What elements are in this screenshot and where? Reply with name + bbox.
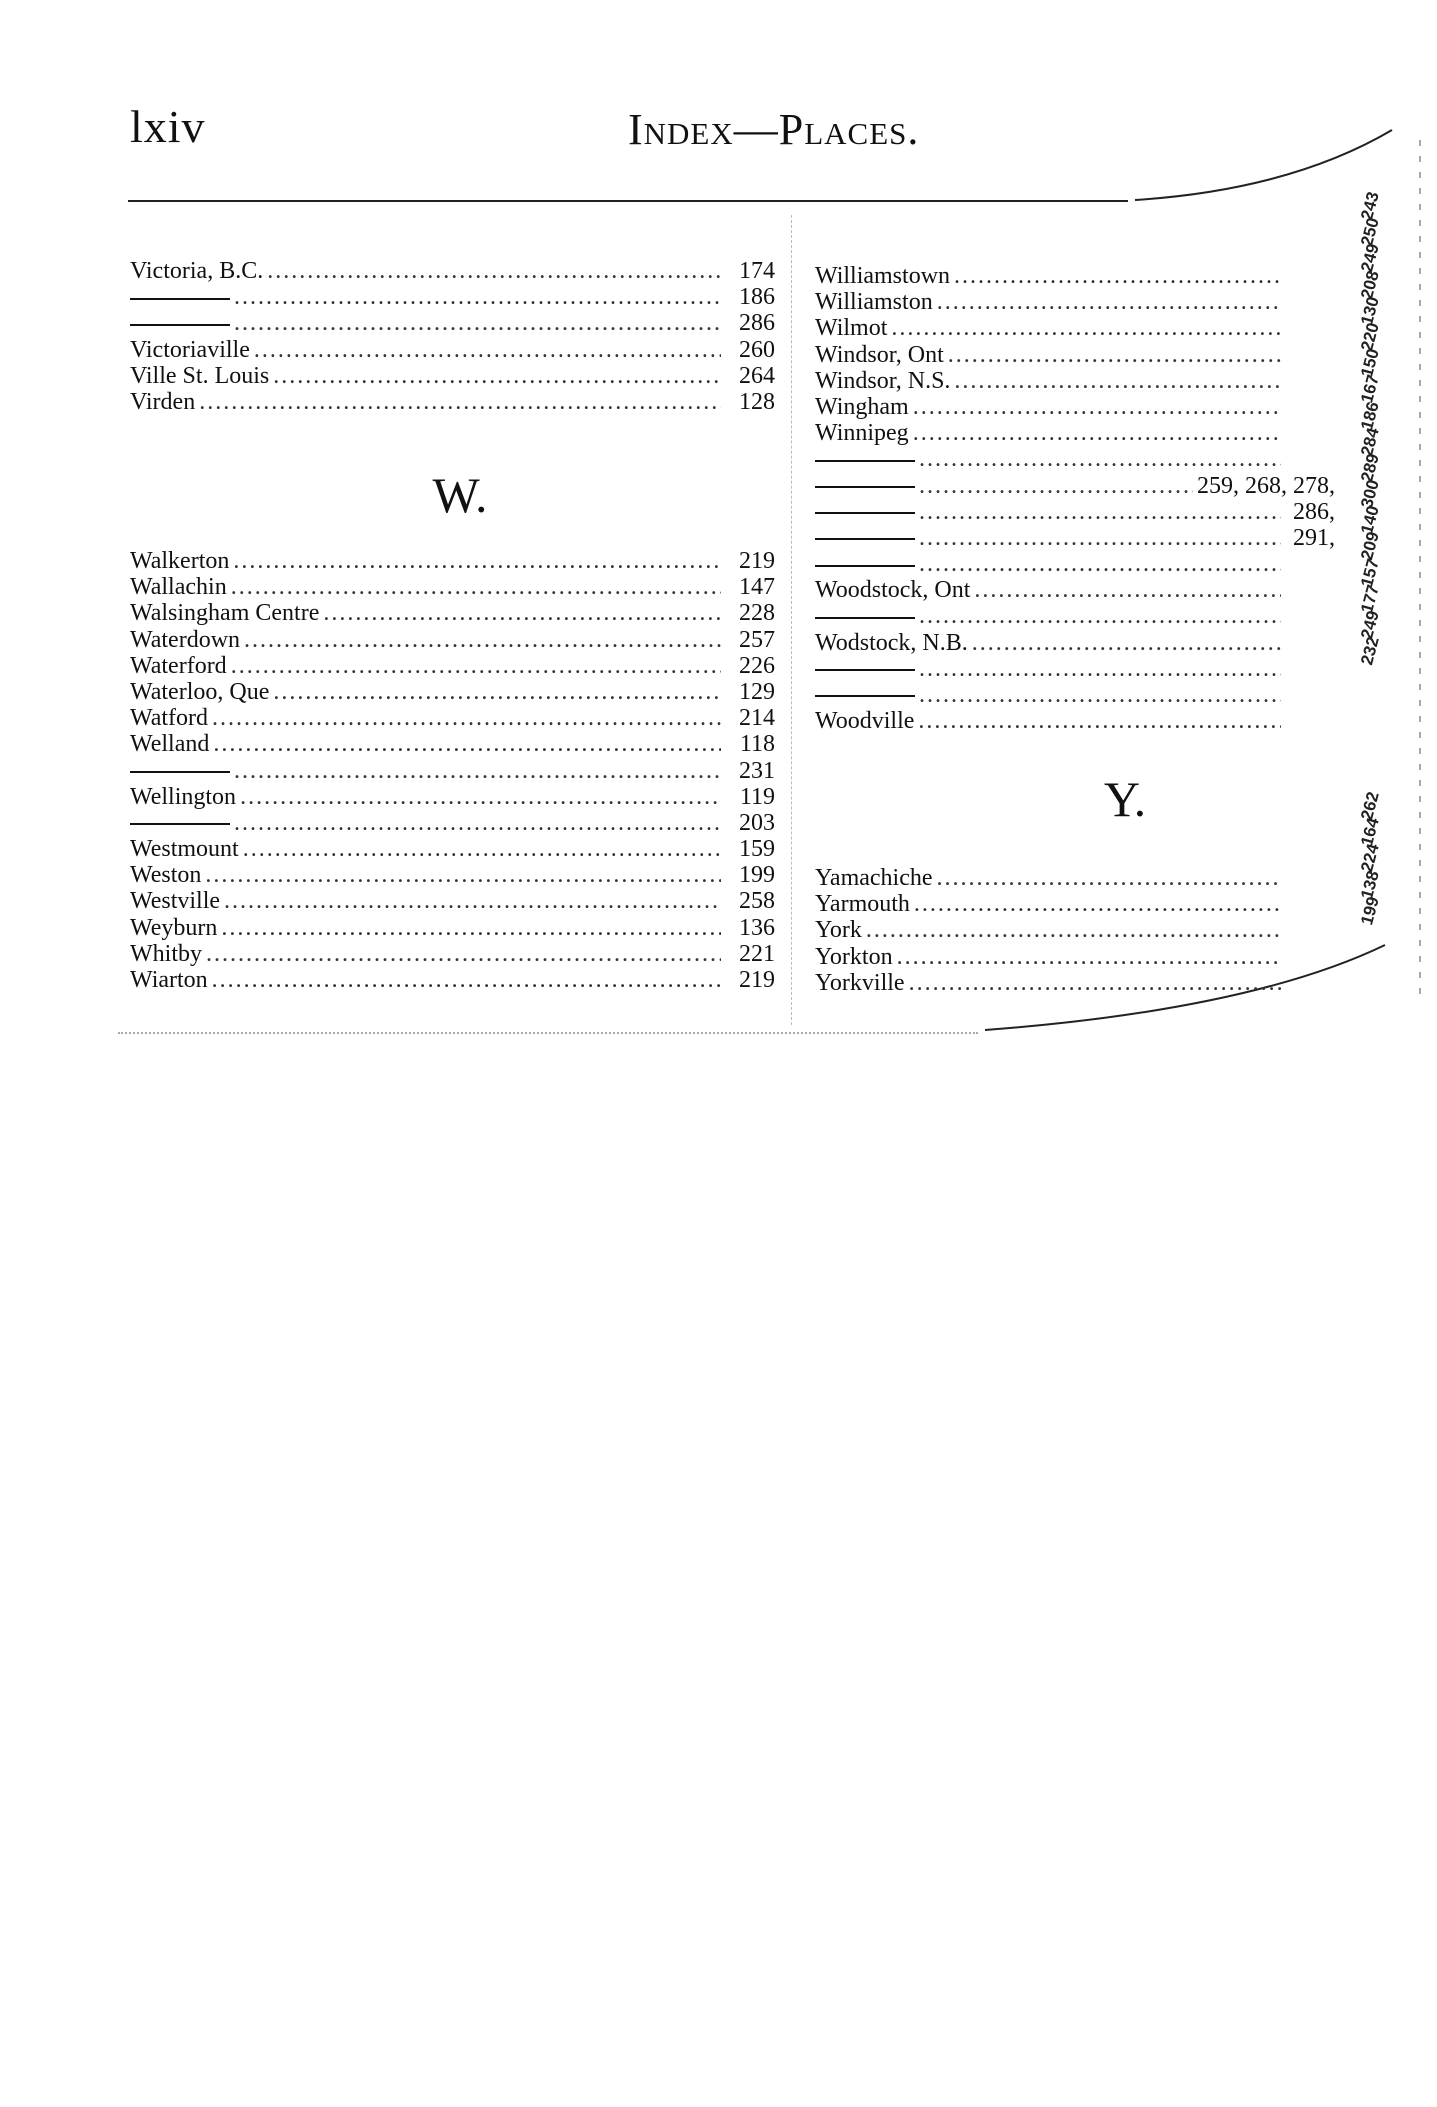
right-index-group-y bbox=[815, 865, 1335, 996]
index-entry bbox=[815, 865, 1335, 891]
index-entry bbox=[815, 577, 1335, 603]
edge-page-number: 250 bbox=[1357, 215, 1383, 249]
dot-leader bbox=[914, 891, 1281, 917]
index-entry bbox=[130, 836, 775, 862]
entry-page: 258 bbox=[739, 888, 775, 915]
entry-page: 118 bbox=[739, 731, 775, 758]
entry-name: Winnipeg bbox=[815, 420, 909, 447]
index-entry bbox=[130, 731, 775, 757]
dot-leader bbox=[919, 656, 1281, 682]
dot-leader bbox=[234, 310, 721, 336]
entry-page: 264 bbox=[739, 362, 775, 389]
edge-page-number: 249 bbox=[1357, 242, 1383, 275]
dot-leader bbox=[919, 525, 1281, 551]
entry-page: 119 bbox=[739, 783, 775, 810]
entry-name: Yorkville bbox=[815, 969, 905, 996]
dot-leader bbox=[866, 917, 1281, 943]
entry-name: Weston bbox=[130, 862, 202, 889]
index-entry-continuation bbox=[130, 284, 775, 310]
edge-page-number: 300 bbox=[1357, 477, 1383, 511]
entry-name: Welland bbox=[130, 731, 210, 758]
entry-name: Virden bbox=[130, 388, 196, 415]
entry-page: 136 bbox=[739, 914, 775, 941]
index-entry bbox=[130, 548, 775, 574]
dot-leader bbox=[212, 705, 721, 731]
dot-leader bbox=[234, 810, 721, 836]
index-entry bbox=[815, 917, 1335, 943]
entry-name: Woodville bbox=[815, 708, 915, 735]
entry-page: 286 bbox=[739, 310, 775, 337]
edge-page-number: 138 bbox=[1357, 868, 1383, 901]
index-entry bbox=[130, 653, 775, 679]
entry-page: 174 bbox=[739, 258, 775, 284]
index-entry bbox=[815, 708, 1335, 734]
entry-name bbox=[815, 446, 915, 472]
section-heading-w: W. bbox=[432, 467, 488, 523]
index-entry bbox=[130, 784, 775, 810]
dot-leader bbox=[224, 888, 721, 914]
entry-name: Victoria, B.C. bbox=[130, 258, 264, 284]
dot-leader bbox=[273, 679, 721, 705]
dot-leader bbox=[231, 653, 721, 679]
index-entry bbox=[815, 891, 1335, 917]
index-entry bbox=[130, 915, 775, 941]
index-entry bbox=[130, 705, 775, 731]
dot-leader bbox=[919, 446, 1281, 472]
edge-page-number: 208 bbox=[1357, 268, 1383, 301]
edge-page-number: 224 bbox=[1357, 842, 1383, 875]
entry-name: Wiarton bbox=[130, 967, 208, 993]
entry-page: 203 bbox=[739, 809, 775, 836]
entry-page: 147 bbox=[739, 574, 775, 601]
dot-leader bbox=[234, 284, 721, 310]
left-index-group-w bbox=[130, 548, 775, 993]
index-entry bbox=[815, 394, 1335, 420]
dot-leader bbox=[243, 836, 721, 862]
entry-page: 257 bbox=[739, 626, 775, 653]
entry-page: 219 bbox=[739, 548, 775, 574]
entry-name bbox=[815, 656, 915, 682]
entry-name bbox=[815, 603, 915, 629]
index-entry bbox=[130, 363, 775, 389]
dot-leader bbox=[972, 630, 1281, 656]
entry-name: Woodstock, Ont bbox=[815, 577, 971, 604]
edge-page-number: 209 bbox=[1357, 530, 1383, 563]
dot-leader bbox=[244, 627, 721, 653]
entry-name: Yamachiche bbox=[815, 865, 933, 891]
entry-name: Watford bbox=[130, 705, 209, 732]
index-entry bbox=[130, 389, 775, 415]
dot-leader bbox=[919, 603, 1281, 629]
index-entry bbox=[815, 263, 1335, 289]
index-entry bbox=[130, 941, 775, 967]
entry-name: Windsor, N.S. bbox=[815, 367, 951, 394]
dot-leader bbox=[919, 682, 1281, 708]
index-entry bbox=[130, 258, 775, 284]
entry-name: Westville bbox=[130, 888, 221, 915]
dot-leader bbox=[323, 600, 721, 626]
edge-page-numbers-upper bbox=[1357, 189, 1383, 668]
index-entry-continuation bbox=[815, 473, 1335, 499]
entry-name bbox=[815, 682, 915, 708]
bottom-rule bbox=[118, 1032, 978, 1035]
entry-page: 128 bbox=[739, 388, 775, 415]
index-entry bbox=[130, 574, 775, 600]
entry-name: Wilmot bbox=[815, 315, 888, 342]
entry-name: Yarmouth bbox=[815, 891, 910, 918]
entry-name: Windsor, Ont bbox=[815, 341, 944, 368]
dot-leader bbox=[213, 731, 721, 757]
index-entry bbox=[815, 944, 1335, 970]
index-entry bbox=[130, 679, 775, 705]
dot-leader bbox=[221, 915, 721, 941]
entry-page: 226 bbox=[739, 652, 775, 679]
index-entry bbox=[815, 630, 1335, 656]
dot-leader bbox=[234, 758, 721, 784]
edge-page-numbers-lower bbox=[1357, 789, 1383, 927]
edge-page-number: 177 bbox=[1357, 582, 1383, 615]
dot-leader bbox=[918, 708, 1281, 734]
edge-page-number: 167 bbox=[1357, 372, 1383, 406]
index-entry-continuation bbox=[815, 551, 1335, 577]
dot-leader bbox=[948, 342, 1281, 368]
dot-leader bbox=[233, 548, 721, 574]
dot-leader bbox=[913, 394, 1281, 420]
edge-page-number: 157 bbox=[1357, 556, 1383, 589]
entry-page: 286, bbox=[1293, 498, 1335, 525]
entry-name bbox=[130, 758, 230, 784]
entry-name: Wingham bbox=[815, 393, 909, 420]
edge-page-number: 140 bbox=[1357, 503, 1383, 537]
entry-name bbox=[815, 499, 915, 525]
index-entry-continuation bbox=[130, 758, 775, 784]
dot-leader bbox=[254, 337, 721, 363]
edge-page-number: 220 bbox=[1357, 320, 1383, 353]
entry-name: Wellington bbox=[130, 783, 237, 810]
index-entry bbox=[130, 862, 775, 888]
edge-page-number: 284 bbox=[1357, 425, 1383, 458]
entry-name: Whitby bbox=[130, 940, 202, 967]
header-rule bbox=[128, 200, 1128, 202]
column-divider bbox=[791, 215, 793, 1025]
right-index-group-w bbox=[815, 263, 1335, 734]
index-entry bbox=[130, 888, 775, 914]
page-title: Index—Places. bbox=[628, 105, 920, 154]
index-entry-continuation bbox=[130, 810, 775, 836]
entry-page: 129 bbox=[739, 678, 775, 705]
edge-page-number: 249 bbox=[1357, 608, 1383, 641]
entry-page: 159 bbox=[739, 836, 775, 863]
entry-name: Walkerton bbox=[130, 548, 230, 574]
edge-page-number: 289 bbox=[1357, 451, 1383, 484]
dot-leader bbox=[937, 865, 1281, 891]
index-entry bbox=[130, 600, 775, 626]
dot-leader bbox=[919, 499, 1281, 525]
entry-page: 260 bbox=[739, 336, 775, 363]
index-entry-continuation bbox=[815, 446, 1335, 472]
entry-name bbox=[815, 551, 915, 577]
index-entry bbox=[130, 337, 775, 363]
dot-leader bbox=[891, 315, 1281, 341]
edge-page-number: 232 bbox=[1357, 634, 1383, 668]
entry-page: 291, bbox=[1293, 524, 1335, 551]
section-heading-y: Y. bbox=[1103, 771, 1147, 827]
entry-page: 231 bbox=[739, 757, 775, 784]
dot-leader bbox=[909, 970, 1281, 996]
entry-page: 221 bbox=[739, 940, 775, 967]
index-entry bbox=[815, 289, 1335, 315]
entry-name bbox=[130, 310, 230, 336]
entry-page: 259, 268, 278, bbox=[1197, 472, 1335, 499]
dot-leader bbox=[897, 944, 1281, 970]
index-entry bbox=[815, 368, 1335, 394]
entry-name bbox=[815, 525, 915, 551]
index-entry-continuation bbox=[130, 310, 775, 336]
dot-leader bbox=[206, 941, 721, 967]
entry-name: Yorkton bbox=[815, 943, 893, 970]
page-number: lxiv bbox=[130, 101, 206, 152]
entry-name: Ville St. Louis bbox=[130, 362, 270, 389]
entry-name: Victoriaville bbox=[130, 336, 250, 363]
dot-leader bbox=[267, 258, 721, 284]
index-entry bbox=[815, 342, 1335, 368]
dot-leader bbox=[954, 368, 1281, 394]
entry-name: Waterloo, Que bbox=[130, 678, 270, 705]
index-entry bbox=[815, 420, 1335, 446]
dot-leader bbox=[212, 967, 721, 993]
dot-leader bbox=[974, 577, 1281, 603]
edge-page-number: 186 bbox=[1357, 399, 1383, 432]
dot-leader bbox=[937, 289, 1281, 315]
index-entry-continuation bbox=[815, 525, 1335, 551]
left-index-group-v bbox=[130, 258, 775, 415]
dot-leader bbox=[919, 473, 1193, 499]
dot-leader bbox=[919, 551, 1281, 577]
entry-page: 228 bbox=[739, 600, 775, 627]
dot-leader bbox=[205, 862, 721, 888]
index-entry bbox=[815, 970, 1335, 996]
index-entry bbox=[130, 967, 775, 993]
entry-name: Waterford bbox=[130, 652, 227, 679]
entry-name bbox=[130, 810, 230, 836]
index-entry-continuation bbox=[815, 499, 1335, 525]
edge-page-number: 130 bbox=[1357, 294, 1383, 327]
entry-page: 186 bbox=[739, 284, 775, 311]
entry-name bbox=[815, 473, 915, 499]
entry-name: Williamston bbox=[815, 289, 933, 316]
edge-page-number: 243 bbox=[1357, 189, 1383, 222]
entry-name: Williamstown bbox=[815, 263, 951, 289]
entry-name: Waterdown bbox=[130, 626, 241, 653]
entry-name: Westmount bbox=[130, 836, 239, 863]
index-entry bbox=[130, 627, 775, 653]
index-entry-continuation bbox=[815, 682, 1335, 708]
edge-page-number: 262 bbox=[1357, 789, 1383, 822]
dot-leader bbox=[913, 420, 1281, 446]
index-entry bbox=[815, 315, 1335, 341]
entry-page: 214 bbox=[739, 705, 775, 732]
index-entry-continuation bbox=[815, 603, 1335, 629]
entry-page: 199 bbox=[739, 862, 775, 889]
edge-page-number: 164 bbox=[1357, 815, 1383, 849]
edge-page-number: 199 bbox=[1357, 894, 1383, 927]
entry-name bbox=[130, 284, 230, 310]
entry-page: 219 bbox=[739, 967, 775, 993]
dot-leader bbox=[273, 363, 721, 389]
dot-leader bbox=[231, 574, 721, 600]
entry-name: Wallachin bbox=[130, 574, 227, 601]
dot-leader bbox=[240, 784, 721, 810]
entry-name: Walsingham Centre bbox=[130, 600, 320, 627]
entry-name: York bbox=[815, 917, 862, 944]
entry-name: Weyburn bbox=[130, 914, 218, 941]
entry-name: Wodstock, N.B. bbox=[815, 629, 968, 656]
edge-page-number: 150 bbox=[1357, 346, 1383, 380]
index-entry-continuation bbox=[815, 656, 1335, 682]
dot-leader bbox=[954, 263, 1281, 289]
dot-leader bbox=[199, 389, 721, 415]
